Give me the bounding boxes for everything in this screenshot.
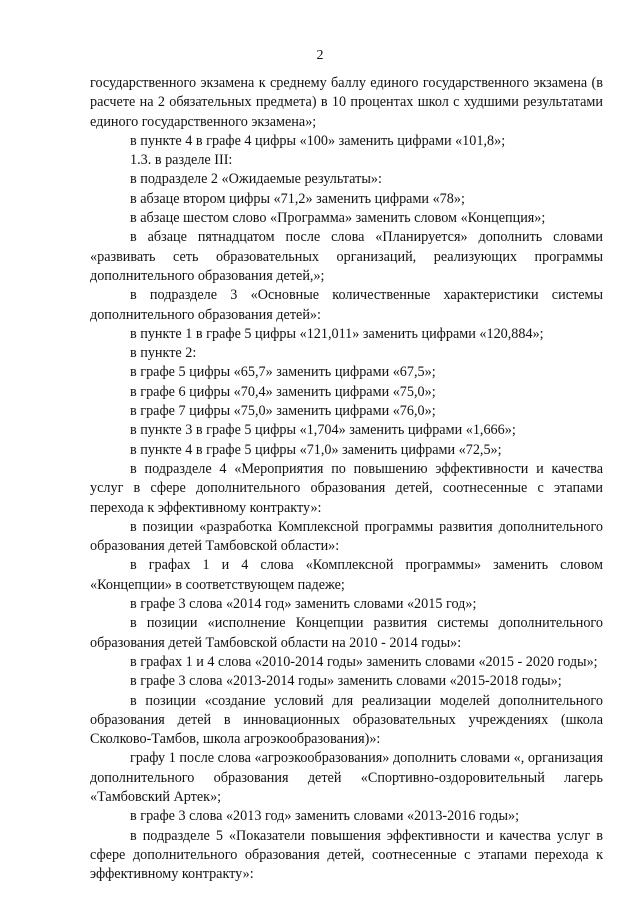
paragraph: в позиции «создание условий для реализации моделей дополнительного образования детей в инновационных образовательных учреждениях (школа Сколково-Тамбов, школа агроэкообразования)»: (90, 692, 603, 748)
paragraph: в абзаце шестом слово «Программа» заменить словом «Концепция»; (130, 210, 546, 227)
paragraph: в позиции «разработка Комплексной программы развития дополнительного образования детей Тамбовской области»: (90, 518, 603, 555)
paragraph: в графе 3 слова «2014 год» заменить словами «2015 год»; (130, 596, 477, 613)
paragraph: в графах 1 и 4 слова «2010-2014 годы» заменить словами «2015 - 2020 годы»; (130, 653, 598, 670)
paragraph: в пункте 3 в графе 5 цифры «1,704» заменить цифрами «1,666»; (130, 422, 516, 439)
paragraph: в пункте 4 в графе 5 цифры «71,0» заменить цифрами «72,5»; (130, 441, 502, 458)
paragraph: в абзаце втором цифры «71,2» заменить цифрами «78»; (130, 190, 465, 207)
page-number: 2 (316, 48, 324, 63)
paragraph: в позиции «исполнение Концепции развития системы дополнительного образования детей Тамбовской области на 2010 - 2014 годы»: (90, 615, 603, 651)
paragraph: в подразделе 2 «Ожидаемые результаты»: (130, 171, 382, 188)
paragraph: в пункте 4 в графе 4 цифры «100» заменить цифрами «101,8»; (130, 132, 506, 149)
paragraph: в пункте 2: (130, 345, 197, 362)
paragraph: в абзаце пятнадцатом после слова «Планируется» дополнить словами «развивать сеть образовательных организаций, реализующих программы дополнительного образования детей,»; (90, 229, 603, 284)
paragraph: в подразделе 5 «Показатели повышения эффективности и качества услуг в сфере дополнительного образования детей, соотнесенные с этапами перехода к эффективному контракту»: (90, 827, 603, 883)
paragraph: в подразделе 3 «Основные количественные характеристики системы дополнительного образования детей»: (90, 287, 603, 323)
document-body (90, 74, 603, 884)
paragraph: в подразделе 4 «Мероприятия по повышению эффективности и качества услуг в сфере дополнительного образования детей, соотнесенные с этапами перехода к эффективному контракту»: (90, 460, 603, 516)
paragraph: государственного экзамена к среднему баллу единого государственного экзамена (в расчете на 2 обязательных предмета) в 10 процентах школ с худшими результатами единого государственного экзамена»; (90, 75, 603, 130)
paragraph: в графе 3 слова «2013 год» заменить словами «2013-2016 годы»; (130, 808, 520, 825)
paragraph: в пункте 1 в графе 5 цифры «121,011» заменить цифрами «120,884»; (130, 325, 544, 342)
paragraph: в графе 6 цифры «70,4» заменить цифрами «75,0»; (130, 383, 436, 400)
paragraph: в графе 3 слова «2013-2014 годы» заменить словами «2015-2018 годы»; (130, 673, 562, 690)
paragraph: в графе 5 цифры «65,7» заменить цифрами «67,5»; (130, 364, 436, 381)
paragraph: в графах 1 и 4 слова «Комплексной программы» заменить словом «Концепции» в соответствующем падеже; (90, 557, 603, 593)
paragraph: в графе 7 цифры «75,0» заменить цифрами «76,0»; (130, 403, 436, 420)
paragraph: 1.3. в разделе III: (130, 152, 233, 169)
paragraph: графу 1 после слова «агроэкообразования» дополнить словами «, организация дополнительного образования детей «Спортивно-оздоровительный лагерь «Тамбовский Артек»; (90, 750, 603, 805)
